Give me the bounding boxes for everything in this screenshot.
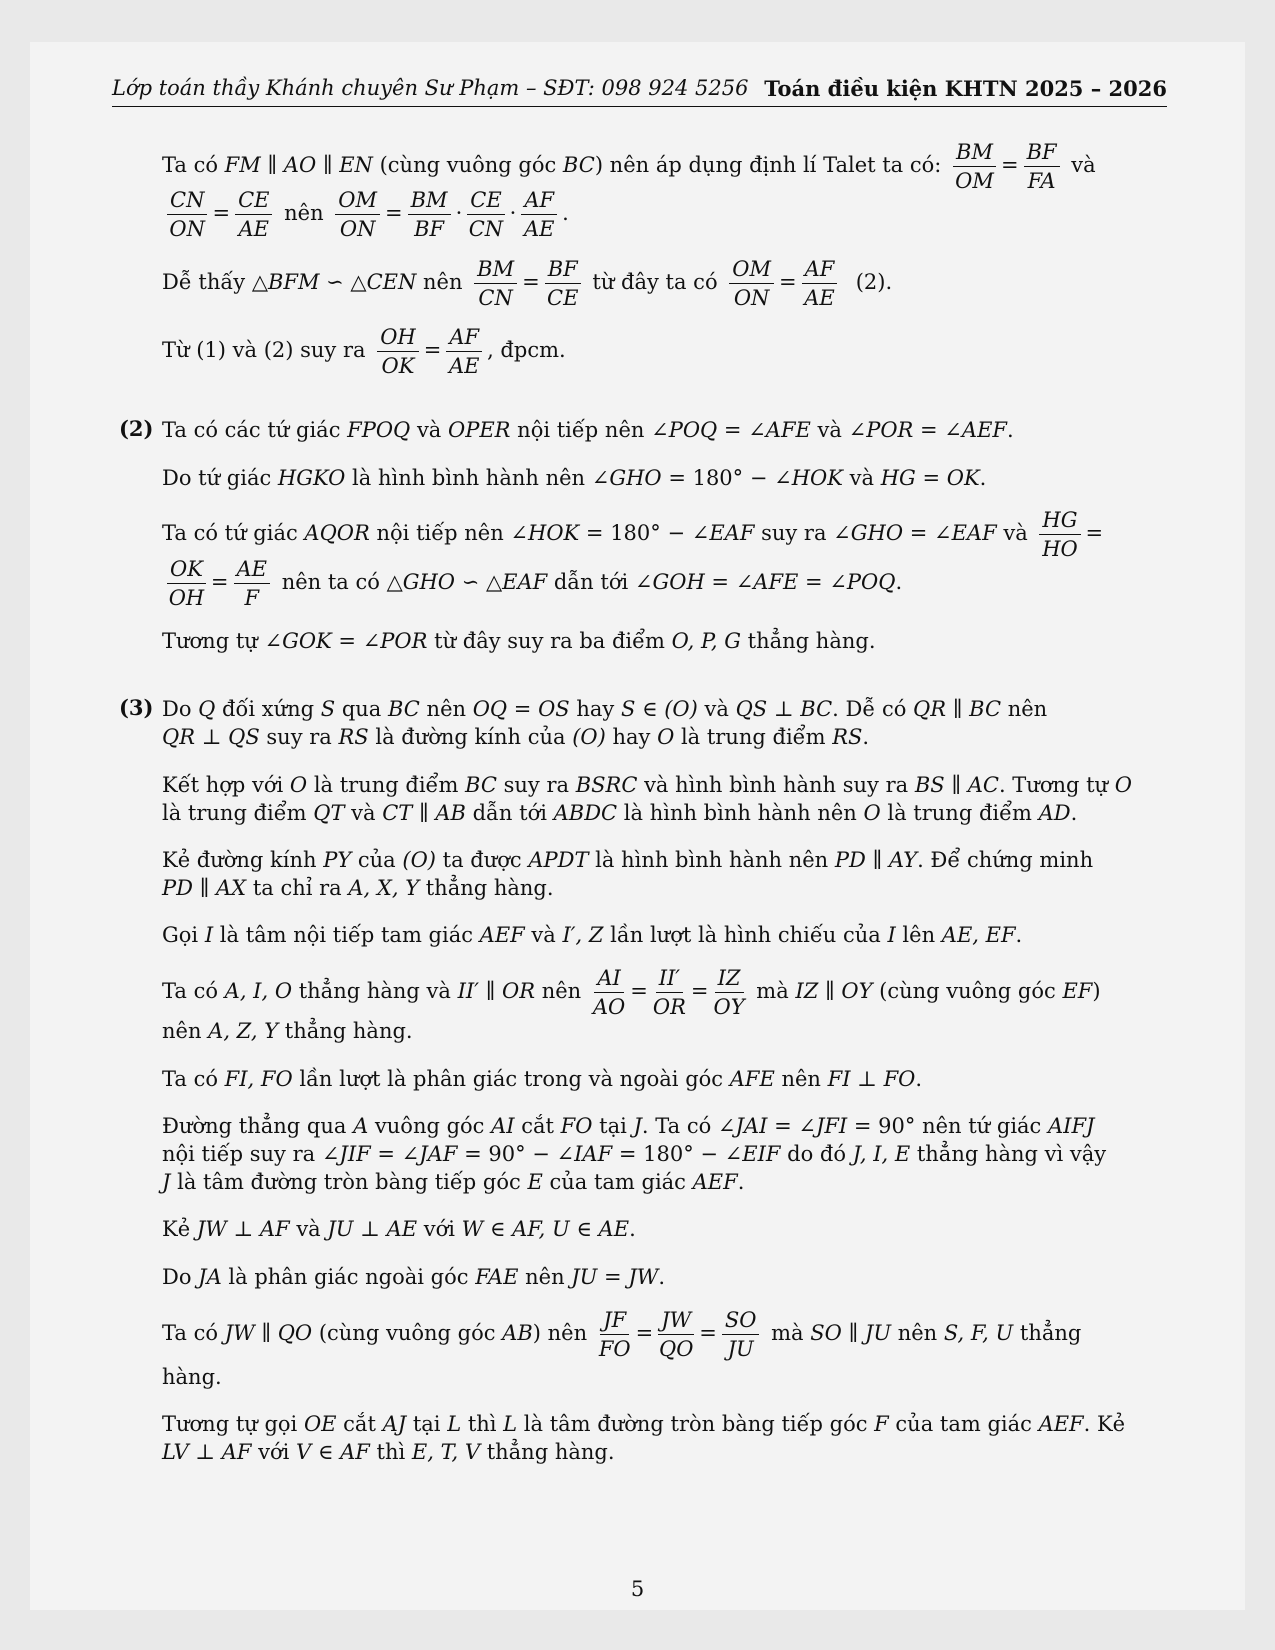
fraction-numerator: CE [235,186,272,215]
fraction-numerator: OH [377,323,419,352]
fraction-numerator: JF [600,1306,629,1335]
text-line: Ta có A, I, O thẳng hàng và II′ ∥ OR nên $\frac{AI}{AO}$ = $\frac{II'}{OR}$ = $\frac{IZ}{OY}$ mà IZ ∥ OY (cùng vuông góc EF) [162,966,1101,1019]
fraction-denominator: OK [381,354,415,378]
page-number: 5 [630,1577,645,1601]
fraction [235,186,272,243]
fraction [953,138,996,195]
text-line: Đường thẳng qua A vuông góc AI cắt FO tại J. Ta có ∠JAI = ∠JFI = 90° nên tứ giác AIFJ [162,1114,1095,1138]
fraction-denominator: OM [955,169,994,193]
text-line: Ta có FM ∥ AO ∥ EN (cùng vuông góc BC) nên áp dụng định lí Talet ta có: $\frac{BM}{OM}$ = $\frac{BF}{FA}$ và [162,140,1096,193]
text-line: Ta có tứ giác AQOR nội tiếp nên ∠HOK = 180° − ∠EAF suy ra ∠GHO = ∠EAF và $\frac{HG}{HO}$ = [162,508,1104,561]
fraction [1024,138,1060,195]
fraction-numerator: OM [729,255,774,284]
fraction-denominator: OH [168,586,205,610]
fraction-denominator: CN [468,217,504,241]
fraction-numerator: BM [408,186,451,215]
fraction-denominator: BF [414,217,445,241]
text-line: $\frac{OK}{OH}$ = $\frac{AE}{F}$ nên ta có △GHO ∽ △EAF dẫn tới ∠GOH = ∠AFE = ∠POQ. [168,557,903,610]
fraction-denominator: CN [478,286,513,310]
text-line: Do JA là phân giác ngoài góc FAE nên JU = JW. [162,1265,666,1289]
fraction [521,186,557,243]
fraction-denominator: FO [598,1337,631,1361]
text-line: $\frac{CN}{ON}$ = $\frac{CE}{AE}$ nên $\frac{OM}{ON}$ = $\frac{BM}{BF}$ · $\frac{CE}{CN}$ · $\frac{AF}{AE}$ . [162,186,569,243]
fraction [599,1306,631,1363]
header-left: Lớp toán thầy Khánh chuyên Sư Phạm – SĐT: 098 924 5256 [112,76,749,100]
fraction-denominator: OR [652,995,686,1019]
text-line: Từ (1) và (2) suy ra $\frac{OH}{OK}$ = $\frac{AF}{AE}$ , đpcm. [162,325,566,378]
text-line: Tương tự ∠GOK = ∠POR từ đây suy ra ba điểm O, P, G thẳng hàng. [162,629,876,653]
fraction [474,255,517,312]
fraction-numerator: BM [953,138,996,167]
fraction-numerator: OM [335,186,380,215]
text-line: Dễ thấy △BFM ∽ △CEN nên $\frac{BM}{CN}$ = $\frac{BF}{CE}$ từ đây ta có $\frac{OM}{ON}$ = $\frac{AF}{AE}$ (2). [162,257,893,310]
text-line: Tương tự gọi OE cắt AJ tại L thì L là tâm đường tròn bàng tiếp góc F của tam giác AEF. Kẻ [162,1412,1126,1436]
text-line: Kết hợp với O là trung điểm BC suy ra BSRC và hình bình hành suy ra BS ∥ AC. Tương tự O [162,773,1132,797]
text-line: nội tiếp suy ra ∠JIF = ∠JAF = 90° − ∠IAF = 180° − ∠EIF do đó J, I, E thẳng hàng vì vậy [162,1142,1107,1166]
fraction-numerator: SO [722,1306,760,1335]
fraction-numerator: AE [234,555,271,584]
fraction-denominator: AO [592,995,626,1019]
fraction-numerator: BF [1024,138,1060,167]
fraction-denominator: AE [523,217,555,241]
text-line: Ta có FI, FO lần lượt là phân giác trong và ngoài góc AFE nên FI ⊥ FO. [162,1067,923,1091]
fraction [467,186,504,243]
fraction [593,964,625,1021]
fraction [167,186,207,243]
text-line: QR ⊥ QS suy ra RS là đường kính của (O) hay O là trung điểm RS. [162,725,870,749]
fraction [658,1306,694,1363]
fraction-numerator: AF [446,323,482,352]
fraction [335,186,380,243]
text-line: Do tứ giác HGKO là hình bình hành nên ∠GHO = 180° − ∠HOK và HG = OK. [162,466,987,490]
fraction-numerator: AI [594,964,623,993]
fraction-numerator: AF [521,186,557,215]
text-line: Kẻ JW ⊥ AF và JU ⊥ AE với W ∈ AF, U ∈ AE. [162,1217,636,1241]
fraction-denominator: CE [547,286,579,310]
part-label: (2) [119,416,154,441]
text-line: Gọi I là tâm nội tiếp tam giác AEF và I′, Z lần lượt là hình chiếu của I lên AE, EF. [162,923,1023,947]
fraction-numerator: OK [167,555,206,584]
page-header [112,74,1167,107]
fraction-numerator: CE [467,186,504,215]
text-line: là trung điểm QT và CT ∥ AB dẫn tới ABDC là hình bình hành nên O là trung điểm AD. [162,801,1078,825]
text-line: Do Q đối xứng S qua BC nên OQ = OS hay S ∈ (O) và QS ⊥ BC. Dễ có QR ∥ BC nên [162,697,1048,721]
text-line: Kẻ đường kính PY của (O) ta được APDT là hình bình hành nên PD ∥ AY. Để chứng minh [162,848,1094,872]
fraction-denominator: ON [339,217,376,241]
text-line: J là tâm đường tròn bàng tiếp góc E của tam giác AEF. [162,1170,745,1194]
fraction-denominator: AE [448,354,480,378]
fraction [377,323,419,380]
fraction-denominator: OY [713,995,745,1019]
fraction-denominator: FA [1027,169,1056,193]
fraction [545,255,581,312]
fraction [653,964,686,1021]
fraction-denominator: HO [1042,537,1078,561]
fraction-numerator: CN [167,186,207,215]
text-line: PD ∥ AX ta chỉ ra A, X, Y thẳng hàng. [162,876,554,900]
fraction-denominator: ON [169,217,206,241]
part-label: (3) [119,695,154,720]
fraction [234,555,271,612]
fraction-numerator: II′ [656,964,683,993]
fraction-numerator: JW [658,1306,694,1335]
fraction [1039,506,1080,563]
text-line: Ta có JW ∥ QO (cùng vuông góc AB) nên $\frac{JF}{FO}$ = $\frac{JW}{QO}$ = $\frac{SO}{JU}$ mà SO ∥ JU nên S, F, U thẳng [162,1308,1082,1361]
text-line: hàng. [162,1365,222,1389]
text-line: LV ⊥ AF với V ∈ AF thì E, T, V thẳng hàng. [162,1440,615,1464]
fraction [408,186,451,243]
fraction [714,964,745,1021]
fraction [167,555,206,612]
fraction [722,1306,760,1363]
fraction-numerator: HG [1039,506,1080,535]
fraction-denominator: ON [733,286,770,310]
text-line: nên A, Z, Y thẳng hàng. [162,1019,413,1043]
fraction-denominator: AE [804,286,835,310]
fraction-numerator: IZ [715,964,744,993]
fraction-denominator: AE [238,217,270,241]
fraction [802,255,838,312]
fraction-numerator: AF [802,255,838,284]
fraction-denominator: JU [727,1337,754,1361]
fraction [446,323,482,380]
header-right: Toán điều kiện KHTN 2025 – 2026 [764,76,1167,101]
fraction [729,255,774,312]
fraction-denominator: F [244,586,260,610]
text-line: Ta có các tứ giác FPOQ và OPER nội tiếp nên ∠POQ = ∠AFE và ∠POR = ∠AEF. [162,418,1014,442]
fraction-denominator: QO [659,1337,694,1361]
fraction-numerator: BM [474,255,517,284]
fraction-numerator: BF [545,255,581,284]
